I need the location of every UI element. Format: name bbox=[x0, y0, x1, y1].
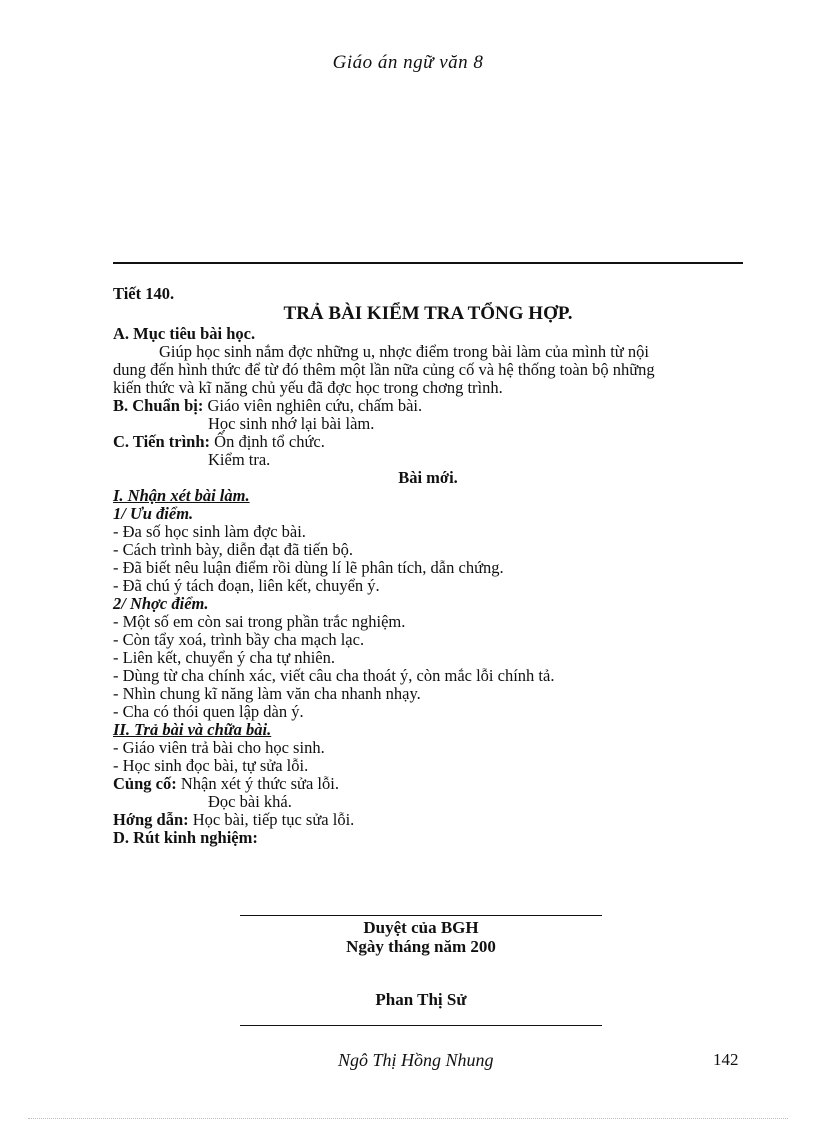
list-item: - Giáo viên trả bài cho học sinh. bbox=[113, 738, 325, 757]
process-heading: C. Tiến trình: bbox=[113, 432, 211, 451]
page-number: 142 bbox=[713, 1050, 739, 1069]
lesson-body bbox=[113, 285, 743, 847]
header-title: Giáo án ngữ văn 8 bbox=[332, 52, 484, 73]
consolidate-text: Đọc bài khá. bbox=[208, 792, 292, 811]
lesson-title: TRẢ BÀI KIỂM TRA TỔNG HỢP. bbox=[283, 303, 573, 324]
approval-date: Ngày tháng năm 200 bbox=[346, 937, 496, 956]
prep-student: Học sinh nhớ lại bài làm. bbox=[208, 414, 375, 433]
guide-label: Hớng dẫn: bbox=[113, 810, 189, 829]
guide-row bbox=[113, 811, 743, 829]
list-item: - Liên kết, chuyển ý cha tự nhiên. bbox=[113, 648, 335, 667]
process-row bbox=[113, 433, 743, 451]
guide-text: Học bài, tiếp tục sửa lỗi. bbox=[188, 810, 355, 829]
list-item: - Còn tẩy xoá, trình bầy cha mạch lạc. bbox=[113, 630, 365, 649]
list-item: - Một số em còn sai trong phần trắc nghiệm. bbox=[113, 612, 406, 631]
strengths-heading: 1/ Ưu điểm. bbox=[113, 504, 194, 523]
header-divider bbox=[113, 262, 743, 264]
approval-name: Phan Thị Sử bbox=[375, 990, 467, 1009]
weaknesses-heading: 2/ Nhợc điểm. bbox=[113, 594, 209, 613]
process-step: Ổn định tổ chức. bbox=[210, 432, 325, 451]
consolidate-label: Củng cố: bbox=[113, 774, 177, 793]
list-item: - Học sinh đọc bài, tự sửa lỗi. bbox=[113, 756, 309, 775]
consolidate-text: Nhận xét ý thức sửa lỗi. bbox=[176, 774, 339, 793]
objectives-heading: A. Mục tiêu bài học. bbox=[113, 324, 256, 343]
prep-teacher: Giáo viên nghiên cứu, chấm bài. bbox=[203, 396, 423, 415]
list-item: - Nhìn chung kĩ năng làm văn cha nhanh nhạy. bbox=[113, 684, 421, 703]
list-item: - Dùng từ cha chính xác, viết câu cha thoát ý, còn mắc lỗi chính tả. bbox=[113, 666, 555, 685]
approval-top-line bbox=[240, 915, 602, 916]
prep-row bbox=[113, 397, 743, 415]
approval-bottom-line bbox=[240, 1025, 602, 1026]
lesson-number: Tiết 140. bbox=[113, 284, 175, 303]
section1-heading: I. Nhận xét bài làm. bbox=[113, 486, 250, 505]
prep-heading: B. Chuẩn bị: bbox=[113, 396, 204, 415]
experience-heading: D. Rút kinh nghiệm: bbox=[113, 828, 258, 847]
section2-heading: II. Trả bài và chữa bài. bbox=[113, 720, 272, 739]
list-item: - Đa số học sinh làm đợc bài. bbox=[113, 522, 306, 541]
objectives-line: Giúp học sinh nắm đợc những u, nhợc điểm trong bài làm của mình từ nội bbox=[159, 342, 649, 361]
footer-author: Ngô Thị Hồng Nhung bbox=[338, 1050, 494, 1070]
process-step: Kiểm tra. bbox=[208, 450, 271, 469]
approval-title: Duyệt của BGH bbox=[363, 918, 479, 937]
list-item: - Đã chú ý tách đoạn, liên kết, chuyển ý. bbox=[113, 576, 380, 595]
list-item: - Đã biết nêu luận điểm rồi dùng lí lẽ phân tích, dẫn chứng. bbox=[113, 558, 504, 577]
consolidate-row bbox=[113, 775, 743, 793]
objectives-line: kiến thức và kĩ năng chủ yếu đã đợc học trong chơng trình. bbox=[113, 378, 503, 397]
list-item: - Cách trình bày, diễn đạt đã tiến bộ. bbox=[113, 540, 353, 559]
new-lesson-heading: Bài mới. bbox=[398, 468, 458, 487]
page-bottom-border bbox=[28, 1118, 788, 1119]
list-item: - Cha có thói quen lập dàn ý. bbox=[113, 702, 304, 721]
objectives-line: dung đến hình thức để từ đó thêm một lần nữa củng cố và hệ thống toàn bộ những bbox=[113, 360, 655, 379]
